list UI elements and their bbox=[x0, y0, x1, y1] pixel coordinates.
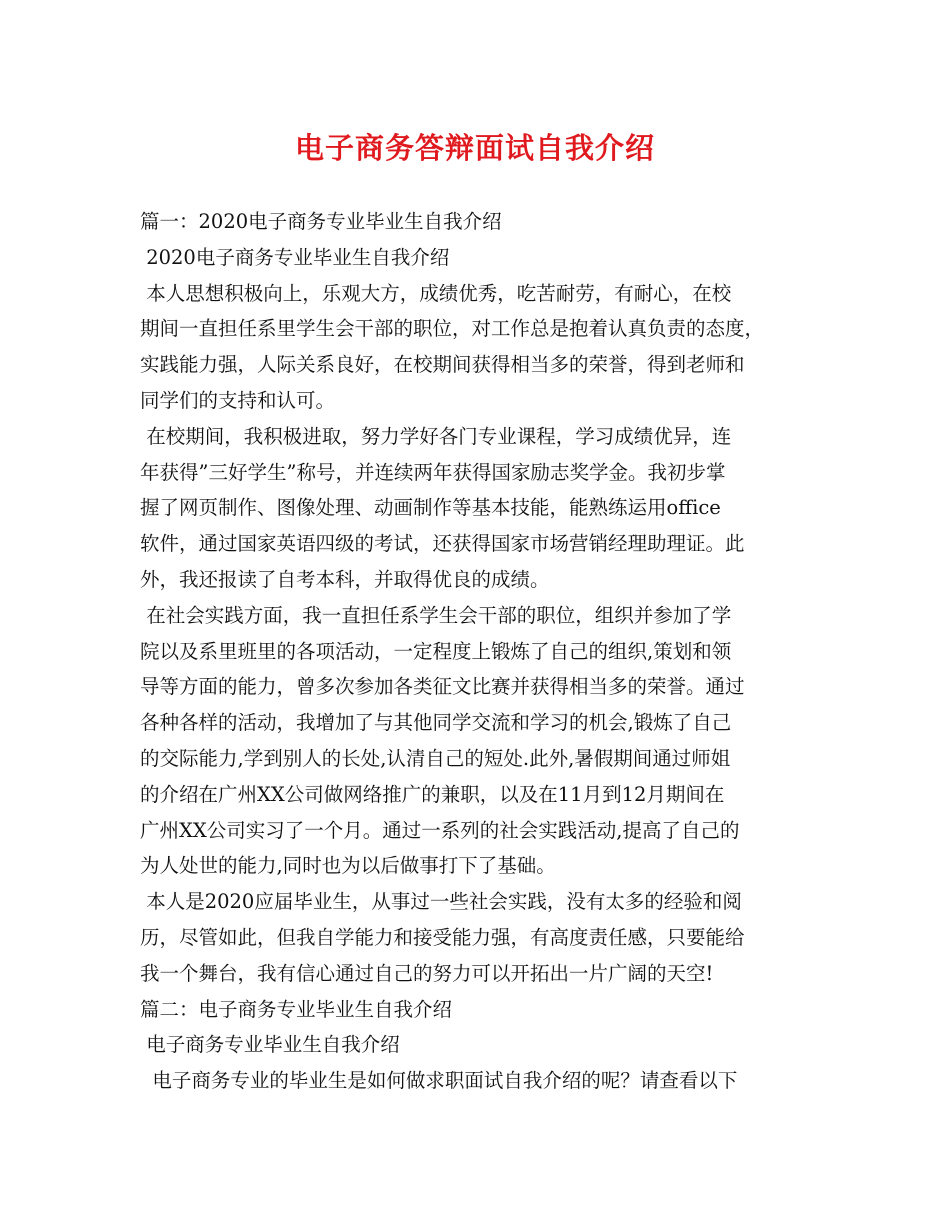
text-line: 本人思想积极向上，乐观大方，成绩优秀，吃苦耐劳，有耐心，在校 bbox=[140, 281, 732, 305]
document-body bbox=[140, 204, 820, 1099]
text-line: 导等方面的能力，曾多次参加各类征文比赛并获得相当多的荣誉。通过 bbox=[140, 675, 745, 699]
text-line: 历，尽管如此，但我自学能力和接受能力强，有高度责任感，只要能给 bbox=[140, 925, 745, 949]
text-line: 本人是2020应届毕业生，从事过一些社会实践，没有太多的经验和阅 bbox=[140, 890, 742, 914]
text-line: 软件，通过国家英语四级的考试，还获得国家市场营销经理助理证。此 bbox=[140, 532, 745, 556]
text-line: 各种各样的活动，我增加了与其他同学交流和学习的机会,锻炼了自己 bbox=[140, 711, 732, 735]
text-line: 院以及系里班里的各项活动，一定程度上锻炼了自己的组织,策划和领 bbox=[140, 639, 732, 663]
text-line: 的交际能力,学到别人的长处,认清自己的短处.此外,暑假期间通过师姐 bbox=[140, 746, 731, 770]
document-title: 电子商务答辩面试自我介绍 bbox=[294, 131, 655, 165]
text-line: 年获得”三好学生”称号，并连续两年获得国家励志奖学金。我初步掌 bbox=[140, 460, 726, 484]
text-line: 篇二：电子商务专业毕业生自我介绍 bbox=[140, 997, 453, 1021]
text-line: 2020电子商务专业毕业生自我介绍 bbox=[140, 245, 450, 269]
text-line: 握了网页制作、图像处理、动画制作等基本技能，能熟练运用office bbox=[140, 496, 721, 520]
text-line: 实践能力强，人际关系良好，在校期间获得相当多的荣誉，得到老师和 bbox=[140, 353, 745, 377]
text-line: 我一个舞台，我有信心通过自己的努力可以开拓出一片广阔的天空! bbox=[140, 961, 714, 985]
text-line: 广州XX公司实习了一个月。通过一系列的社会实践活动,提高了自己的 bbox=[140, 818, 740, 842]
text-line: 期间一直担任系里学生会干部的职位，对工作总是抱着认真负责的态度， bbox=[140, 317, 765, 341]
text-line: 同学们的支持和认可。 bbox=[140, 388, 336, 412]
text-line: 为人处世的能力,同时也为以后做事打下了基础。 bbox=[140, 854, 556, 878]
text-line: 在校期间，我积极进取，努力学好各门专业课程，学习成绩优异，连 bbox=[140, 424, 732, 448]
text-line: 电子商务专业毕业生自我介绍 bbox=[140, 1033, 400, 1057]
text-line: 的介绍在广州XX公司做网络推广的兼职，以及在11月到12月期间在 bbox=[140, 782, 725, 806]
text-line: 篇一：2020电子商务专业毕业生自我介绍 bbox=[140, 210, 502, 233]
text-line: 电子商务专业的毕业生是如何做求职面试自我介绍的呢？请查看以下 bbox=[140, 1069, 738, 1093]
text-line: 在社会实践方面，我一直担任系学生会干部的职位，组织并参加了学 bbox=[140, 603, 732, 627]
text-line: 外，我还报读了自考本科，并取得优良的成绩。 bbox=[140, 567, 550, 591]
